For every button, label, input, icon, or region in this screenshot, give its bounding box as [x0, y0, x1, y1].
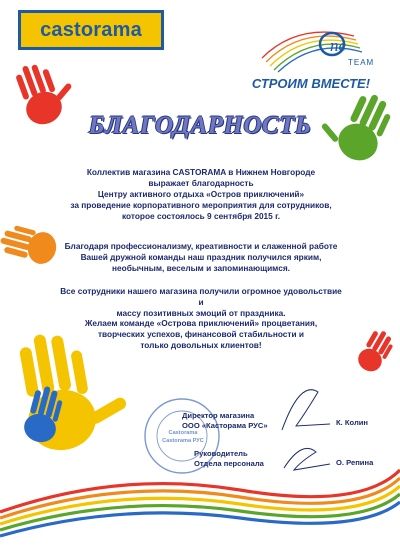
hr-title [194, 449, 264, 469]
orange-hand-icon [0, 222, 60, 267]
text-line: необычным, веселым и запоминающимся. [112, 262, 290, 273]
slogan: СТРОИМ ВМЕСТЕ! [251, 76, 371, 91]
document-title: БЛАГОДАРНОСТЬ [88, 112, 312, 139]
paragraph-employees [60, 286, 342, 319]
paragraph-professionalism [60, 241, 342, 274]
hr-title-line-1: Руководитель [194, 449, 248, 458]
text-line: Центру активного отдыха «Остров приключений» [97, 188, 305, 199]
hr-signature [284, 448, 330, 470]
director-name: К. Колин [336, 418, 369, 427]
hr-title-line-2: Отдела персонала [194, 458, 264, 468]
stamp-text-1: Castorama [168, 430, 198, 436]
text-line: Коллектив магазина CASTORAMA в Нижнем Новгороде [86, 167, 316, 177]
text-line: Желаем команде «Острова приключений» процветания, [84, 318, 318, 328]
text-line: которое состоялось 9 сентября 2015 г. [121, 210, 281, 221]
team-logo-text: TEAM [348, 58, 375, 67]
text-line: Вашей дружной команды наш праздник получился ярким, [80, 251, 322, 262]
small-red-hand-icon [354, 326, 397, 376]
hr-name: О. Репина [336, 458, 374, 467]
text-line: творческих успехов, финансовой стабильности и [97, 328, 304, 339]
director-title-line-2: ООО «Касторама РУС» [182, 420, 268, 430]
paragraph-wishes [60, 318, 342, 351]
text-line: выражает благодарность [148, 177, 254, 188]
stamp-text-2: Castorama РУС [162, 438, 204, 444]
text-line: за проведение корпоративного мероприятия для сотрудников, [70, 199, 332, 210]
text-line: массу позитивных эмоций от праздника. [116, 307, 286, 318]
text-line: Все сотрудники нашего магазина получили огромное удовольствие и [60, 286, 342, 307]
one-logo-text: ne [330, 36, 347, 55]
text-line: только довольных клиентов! [140, 339, 262, 350]
text-line: Благодаря профессионализму, креативности и слаженной работе [64, 241, 338, 251]
director-signature [282, 390, 330, 430]
paragraph-gratitude [60, 167, 342, 222]
director-title-line-1: Директор магазина [182, 411, 255, 420]
director-title [182, 411, 268, 431]
castorama-logo [18, 10, 164, 50]
castorama-logo-text: castorama [40, 18, 142, 41]
ribbon-decoration [0, 470, 400, 536]
blue-hand-icon [21, 383, 66, 445]
